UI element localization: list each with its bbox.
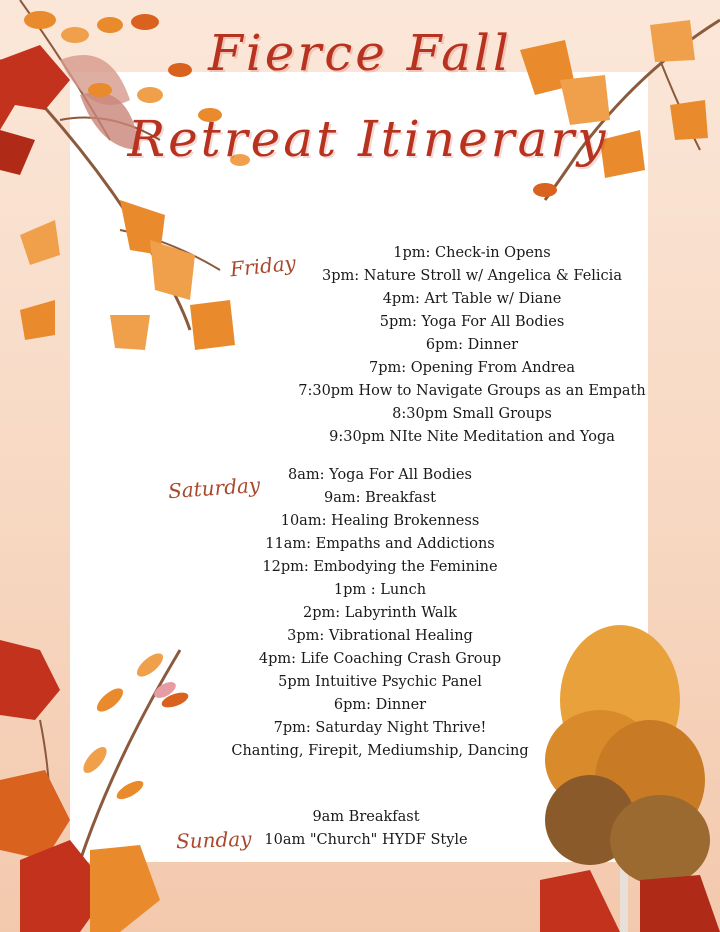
schedule-item: 11am: Empaths and Addictions — [265, 536, 495, 552]
poster-title-line-2: Retreat Itinerary — [127, 110, 609, 168]
schedule-item: 7:30pm How to Navigate Groups as an Empath — [298, 383, 646, 399]
day-label-friday: Friday — [228, 250, 297, 282]
day-label-saturday: Saturday — [167, 472, 261, 504]
schedule-item: 8:30pm Small Groups — [392, 406, 552, 422]
schedule-item: 4pm: Art Table w/ Diane — [382, 291, 562, 307]
schedule-item: 5pm: Yoga For All Bodies — [379, 314, 565, 330]
day-label-sunday: Sunday — [175, 826, 252, 854]
schedule-item: 2pm: Labyrinth Walk — [303, 605, 457, 621]
schedule-item: 10am: Healing Brokenness — [280, 513, 480, 529]
friday-schedule-list — [262, 242, 682, 449]
saturday-schedule-list — [170, 464, 590, 763]
schedule-item: 6pm: Dinner — [425, 337, 519, 353]
schedule-item: 9:30pm NIte Nite Meditation and Yoga — [329, 429, 615, 445]
schedule-item: 8am: Yoga For All Bodies — [288, 467, 472, 483]
schedule-item: 9am Breakfast — [312, 809, 420, 825]
schedule-item: 1pm: Check-in Opens — [393, 245, 551, 261]
schedule-item: 3pm: Vibrational Healing — [287, 628, 473, 644]
schedule-item: 5pm Intuitive Psychic Panel — [278, 674, 482, 690]
schedule-item: 6pm: Dinner — [333, 697, 427, 713]
schedule-item: 7pm: Saturday Night Thrive! — [273, 720, 487, 736]
schedule-item: 9am: Breakfast — [324, 490, 436, 506]
schedule-item: 10am "Church" HYDF Style — [264, 832, 468, 848]
schedule-item: 4pm: Life Coaching Crash Group — [258, 651, 502, 667]
schedule-item: 3pm: Nature Stroll w/ Angelica & Felicia — [322, 268, 622, 284]
schedule-item: 12pm: Embodying the Feminine — [262, 559, 498, 575]
schedule-item: 7pm: Opening From Andrea — [368, 360, 576, 376]
schedule-item: Chanting, Firepit, Mediumship, Dancing — [231, 743, 529, 759]
sunday-schedule-list — [166, 806, 566, 852]
poster-title-line-1: Fierce Fall — [208, 24, 512, 82]
schedule-item: 1pm : Lunch — [333, 582, 427, 598]
bottom-left-leaves-illustration — [0, 640, 190, 932]
